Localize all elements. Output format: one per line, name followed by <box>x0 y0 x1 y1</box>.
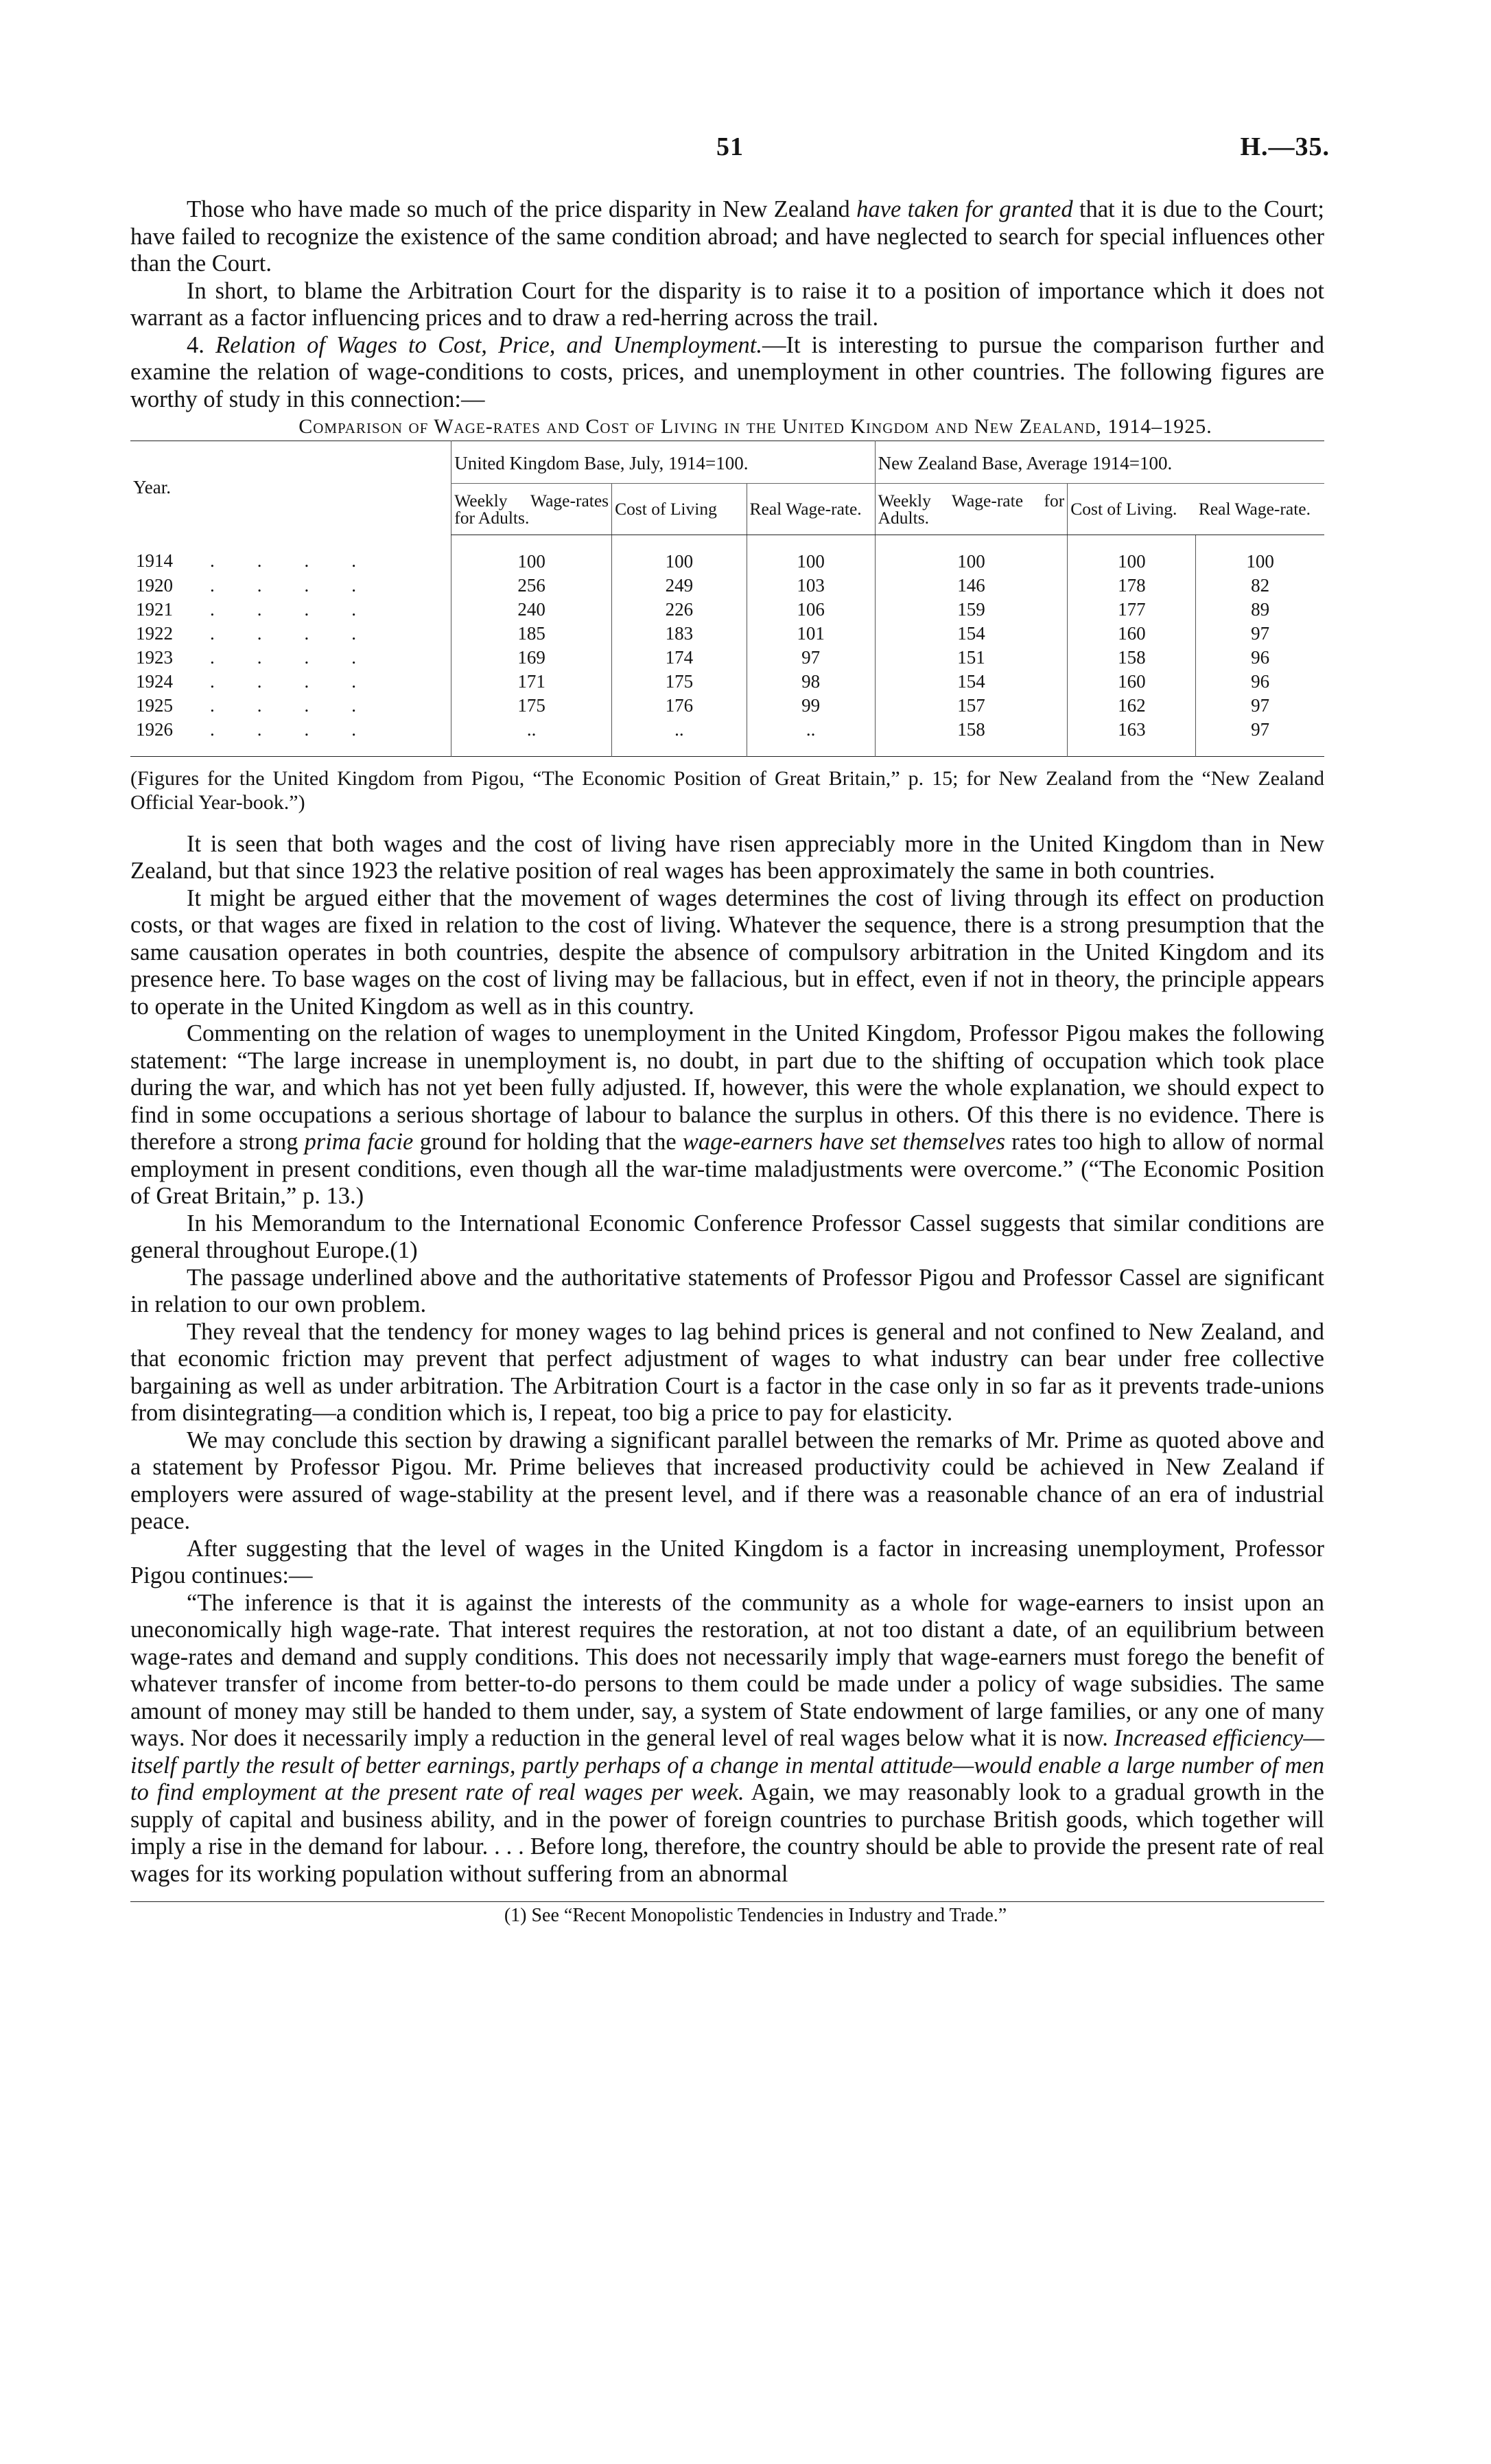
nz-real-cell: 97 <box>1196 622 1324 646</box>
table-source-note: (Figures for the United Kingdom from Pigou, “The Economic Position of Great Britain,” p. 15; for New Zealand from the “New Zealand Official Year-book.”) <box>130 766 1324 814</box>
body-text <box>130 196 1324 1929</box>
dot-leader: .... <box>210 694 399 716</box>
uk-wage-cell: 240 <box>451 598 612 622</box>
nz-cost-cell: 158 <box>1068 646 1196 670</box>
nz-wage-cell: 146 <box>875 574 1068 598</box>
nz-real-cell: 100 <box>1196 535 1324 574</box>
nz-wage-cell: 154 <box>875 670 1068 694</box>
paragraph: It is seen that both wages and the cost of living have risen appreciably more in the United Kingdom than in New Zealand, but that since 1923 the relative position of real wages has been approximately the same in both countries. <box>130 830 1324 884</box>
uk-cost-cell: 183 <box>612 622 747 646</box>
nz-group-header: New Zealand Base, Average 1914=100. <box>875 441 1324 483</box>
table-row <box>130 574 1324 598</box>
italic-text: prima facie <box>304 1129 414 1155</box>
uk-cost-cell: 249 <box>612 574 747 598</box>
uk-group-header: United Kingdom Base, July, 1914=100. <box>451 441 875 483</box>
dot-leader: .... <box>210 670 399 692</box>
table-row <box>130 718 1324 757</box>
nz-wage-cell: 100 <box>875 535 1068 574</box>
text-run: Again, we may reasonably look to a gradual growth in the supply of capital and business ability, and in the power of foreign countries to purchase British goods, which together will imply a rise in the demand for labour. . . . Before long, therefore, the country should be able to provide the present rate of real wages for its working population without suffering from an abnormal <box>130 1779 1324 1887</box>
uk-wage-cell: 100 <box>451 535 612 574</box>
uk-real-cell: 98 <box>747 670 875 694</box>
uk-cost-cell: .. <box>612 718 747 757</box>
paragraph: After suggesting that the level of wages in the United Kingdom is a factor in increasing unemployment, Professor Pigou continues:— <box>130 1535 1324 1588</box>
paragraph: The passage underlined above and the authoritative statements of Professor Pigou and Professor Cassel are significant in relation to our own problem. <box>130 1264 1324 1317</box>
nz-real-cell: 96 <box>1196 646 1324 670</box>
text-run: Commenting on the relation of wages to unemployment in the United Kingdom, Professor Pigou makes the following statement: “The large increase in unemployment is, no doubt, in part due to the shifting of occupation which took place during the war, and which has not yet been fully adjusted. If, however, this were the whole explanation, we should expect to find in some occupations a serious shortage of labour to balance the surplus in others. Of this there is no evidence. There is therefore a strong <box>130 1020 1324 1155</box>
uk-cost-cell: 100 <box>612 535 747 574</box>
uk-real-cell: .. <box>747 718 875 757</box>
nz-real-cell: 97 <box>1196 694 1324 718</box>
dot-leader: .... <box>210 718 399 740</box>
nz-real-cell: 82 <box>1196 574 1324 598</box>
uk-real-cell: 106 <box>747 598 875 622</box>
year-cell: 1914 <box>136 550 173 572</box>
nz-cost-cell: 177 <box>1068 598 1196 622</box>
uk-wage-cell: 171 <box>451 670 612 694</box>
nz-wage-cell: 157 <box>875 694 1068 718</box>
nz-wage-cell: 151 <box>875 646 1068 670</box>
uk-wage-cell: 256 <box>451 574 612 598</box>
paragraph: In his Memorandum to the International Economic Conference Professor Cassel suggests that similar conditions are general throughout Europe.(1) <box>130 1210 1324 1263</box>
nz-real-cell: 89 <box>1196 598 1324 622</box>
nz-wage-header: Weekly Wage-rate for Adults. <box>875 483 1068 535</box>
text-run: that it is due to the Court; have failed to recognize the existence of the same condition abroad; and have neglected to search for special influences other than the Court. <box>130 196 1324 277</box>
table-title: Comparison of Wage-rates and Cost of Living in the United Kingdom and New Zealand, 1914–1925. <box>298 415 1212 438</box>
table-row <box>130 598 1324 622</box>
uk-real-cell: 101 <box>747 622 875 646</box>
nz-cost-cell: 178 <box>1068 574 1196 598</box>
uk-real-header: Real Wage-rate. <box>747 483 875 535</box>
uk-real-cell: 97 <box>747 646 875 670</box>
paragraph: We may conclude this section by drawing a significant parallel between the remarks of Mr. Prime as quoted above and a statement by Professor Pigou. Mr. Prime believes that increased productivity could be achieved in New Zealand if employers were assured of wage-stability at the present level, and if there was a reasonable chance of an era of industrial peace. <box>130 1427 1324 1534</box>
nz-cost-header: Cost of Living. <box>1068 483 1196 535</box>
italic-text: Increased efficiency—itself partly the result of better earnings, partly perhaps of a change in mental attitude—would enable a large number of men to find employment at the present rate of real wages per week. <box>130 1725 1324 1805</box>
dot-leader: .... <box>210 550 399 572</box>
nz-cost-cell: 163 <box>1068 718 1196 757</box>
text-run: rates too high to allow of normal employment in present conditions, even though all the war-time maladjustments were overcome.” (“The Economic Position of Great Britain,” p. 13.) <box>130 1129 1324 1209</box>
document-reference: H.—35. <box>1240 132 1330 161</box>
uk-real-cell: 99 <box>747 694 875 718</box>
page-header <box>130 132 1330 173</box>
uk-cost-header: Cost of Living <box>612 483 747 535</box>
dot-leader: .... <box>210 574 399 596</box>
section-number: 4. <box>187 331 216 358</box>
nz-wage-cell: 154 <box>875 622 1068 646</box>
table-row <box>130 670 1324 694</box>
paragraph: They reveal that the tendency for money wages to lag behind prices is general and not confined to New Zealand, and that economic friction may prevent that perfect adjustment of wages to what industry can bear under free collective bargaining as well as under arbitration. The Arbitration Court is a factor in the case only in so far as it prevents trade-unions from disintegrating—a condition which is, I repeat, too big a price to pay for elasticity. <box>130 1318 1324 1426</box>
nz-cost-cell: 160 <box>1068 670 1196 694</box>
nz-real-cell: 97 <box>1196 718 1324 757</box>
uk-wage-cell: 169 <box>451 646 612 670</box>
footnote: (1) See “Recent Monopolistic Tendencies in Industry and Trade.” <box>504 1905 1007 1926</box>
page-number: 51 <box>716 132 744 161</box>
nz-wage-cell: 159 <box>875 598 1068 622</box>
table-row <box>130 646 1324 670</box>
paragraph <box>130 196 1324 278</box>
italic-text: have taken for granted <box>856 196 1073 222</box>
uk-real-cell: 103 <box>747 574 875 598</box>
year-cell: 1922 <box>136 622 173 644</box>
paragraph <box>130 1590 1324 1888</box>
dot-leader: .... <box>210 598 399 620</box>
uk-cost-cell: 175 <box>612 670 747 694</box>
italic-text: wage-earners have set themselves <box>682 1129 1006 1155</box>
text-run: Those who have made so much of the price disparity in New Zealand <box>187 196 857 222</box>
paragraph <box>130 332 1324 414</box>
section-heading: Relation of Wages to Cost, Price, and Unemployment. <box>215 331 762 358</box>
uk-wage-cell: 175 <box>451 694 612 718</box>
year-cell: 1924 <box>136 670 173 692</box>
dot-leader: .... <box>210 646 399 668</box>
text-run: “The inference is that it is against the interests of the community as a whole for wage-earners to insist upon an uneconomically high wage-rate. That interest requires the restoration, at not too distant a date, of an equilibrium between wage-rates and demand and supply conditions. This does not necessarily imply that wage-earners must forego the benefit of whatever transfer of income from better-to-do persons to them could be made under a policy of wage subsidies. The same amount of money may still be handed to them under, say, a system of State endowment of large families, or any one of many ways. Nor does it necessarily imply a reduction in the general level of real wages below what it is now. <box>130 1589 1324 1751</box>
text-run: ground for holding that the <box>413 1129 683 1155</box>
nz-real-cell: 96 <box>1196 670 1324 694</box>
wage-rates-table <box>130 441 1324 757</box>
uk-cost-cell: 174 <box>612 646 747 670</box>
nz-wage-cell: 158 <box>875 718 1068 757</box>
table-row <box>130 622 1324 646</box>
dot-leader: .... <box>210 622 399 644</box>
year-cell: 1925 <box>136 694 173 716</box>
uk-cost-cell: 176 <box>612 694 747 718</box>
table-row <box>130 535 1324 574</box>
text-run: —It is interesting to pursue the comparison further and examine the relation of wage-conditions to costs, prices, and unemployment in other countries. The following figures are worthy of study in this connection:— <box>130 331 1324 412</box>
nz-cost-cell: 160 <box>1068 622 1196 646</box>
paragraph: It might be argued either that the movement of wages determines the cost of living through its effect on production costs, or that wages are fixed in relation to the cost of living. Whatever the sequence, there is a strong presumption that the same causation operates in both countries, despite the absence of compulsory arbitration in the United Kingdom and its presence here. To base wages on the cost of living may be fallacious, but in effect, even if not in theory, the principle appears to operate in the United Kingdom as well as in this country. <box>130 884 1324 1020</box>
uk-wage-cell: 185 <box>451 622 612 646</box>
year-column-header: Year. <box>133 477 172 498</box>
year-cell: 1923 <box>136 646 173 668</box>
table-row <box>130 694 1324 718</box>
uk-cost-cell: 226 <box>612 598 747 622</box>
paragraph: In short, to blame the Arbitration Court for the disparity is to raise it to a position of importance which it does not warrant as a factor influencing prices and to draw a red-herring across the trail. <box>130 277 1324 331</box>
uk-real-cell: 100 <box>747 535 875 574</box>
paragraph <box>130 1020 1324 1210</box>
year-cell: 1920 <box>136 574 173 596</box>
nz-cost-cell: 100 <box>1068 535 1196 574</box>
uk-wage-header: Weekly Wage-rates for Adults. <box>451 483 612 535</box>
uk-wage-cell: .. <box>451 718 612 757</box>
nz-cost-cell: 162 <box>1068 694 1196 718</box>
year-cell: 1926 <box>136 718 173 740</box>
nz-real-header: Real Wage-rate. <box>1196 483 1324 535</box>
year-cell: 1921 <box>136 598 173 620</box>
